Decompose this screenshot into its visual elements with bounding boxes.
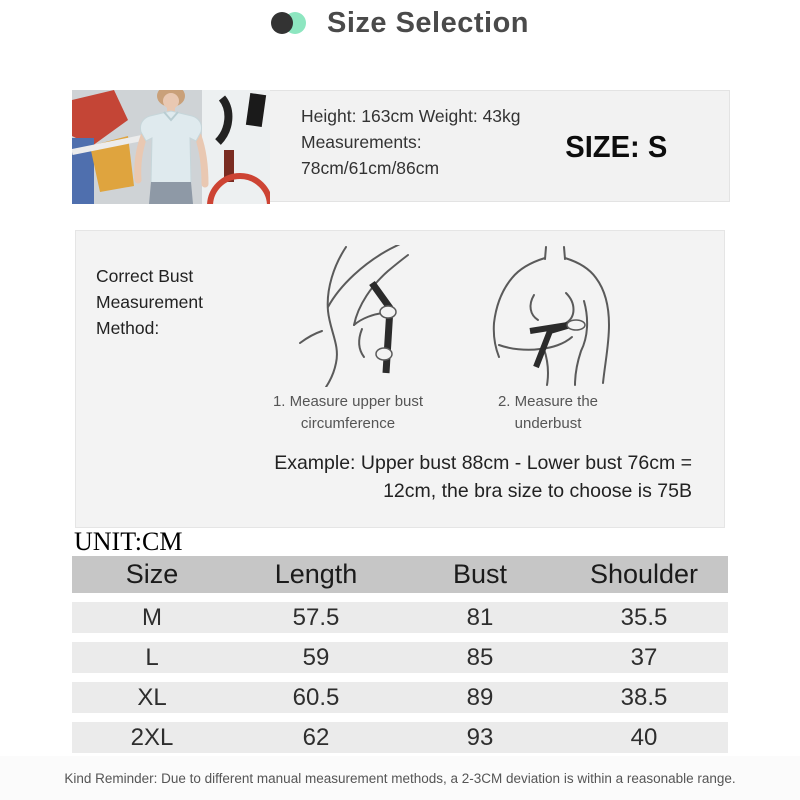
table-row <box>72 682 728 713</box>
caption-underbust: 2. Measure the underbust <box>497 393 599 432</box>
cell-length: 57.5 <box>292 603 340 631</box>
model-info <box>301 103 521 181</box>
model-info-line3: 78cm/61cm/86cm <box>301 158 440 178</box>
cell-size: XL <box>137 683 167 711</box>
cell-length: 59 <box>302 643 330 671</box>
measurement-heading: Correct Bust Measurement Method: <box>96 266 203 338</box>
reminder-text: Kind Reminder: Due to different manual measurement methods, a 2-3CM deviation is within a reasonable range. <box>64 770 736 786</box>
cell-size: M <box>142 603 162 631</box>
cell-shoulder: 40 <box>630 723 658 751</box>
measurement-card <box>75 230 725 528</box>
cell-shoulder: 37 <box>630 643 658 671</box>
table-row <box>72 722 728 753</box>
caption-upper-bust: 1. Measure upper bust circumference <box>272 393 424 432</box>
header-cell-bust: Bust <box>452 559 508 589</box>
title-dots-icon <box>271 12 307 34</box>
cell-bust: 93 <box>466 723 494 751</box>
title-row <box>0 4 800 42</box>
cell-size: L <box>145 643 159 671</box>
header-cell-size: Size <box>125 559 179 589</box>
cell-shoulder: 38.5 <box>620 683 668 711</box>
measurement-example <box>172 449 692 505</box>
table-row <box>72 642 728 673</box>
table-header-row <box>72 556 728 593</box>
cell-bust: 89 <box>466 683 494 711</box>
page-title: Size Selection <box>326 6 529 39</box>
model-info-line2: Measurements: <box>301 132 422 152</box>
dark-dot-icon <box>271 12 293 34</box>
cell-shoulder: 35.5 <box>620 603 668 631</box>
model-card <box>72 90 730 202</box>
header-cell-shoulder: Shoulder <box>589 559 699 589</box>
underbust-measure-illustration-icon <box>476 245 631 387</box>
cell-bust: 81 <box>466 603 494 631</box>
example-line1: Example: Upper bust 88cm - Lower bust 76cm = <box>274 452 692 474</box>
unit-label: UNIT:CM <box>74 527 183 556</box>
cell-bust: 85 <box>466 643 494 671</box>
upper-bust-measure-illustration-icon <box>288 245 433 387</box>
model-info-line1: Height: 163cm Weight: 43kg <box>301 106 521 126</box>
model-photo <box>72 90 270 204</box>
cell-length: 62 <box>302 723 330 751</box>
reminder-bar <box>0 756 800 800</box>
model-photo-illustration-icon <box>72 90 270 204</box>
header-cell-length: Length <box>274 559 358 589</box>
cell-size: 2XL <box>130 723 174 751</box>
table-row <box>72 602 728 633</box>
example-line2: 12cm, the bra size to choose is 75B <box>383 480 692 502</box>
size-table <box>72 556 728 753</box>
model-size-label: SIZE: S <box>565 129 668 164</box>
cell-length: 60.5 <box>292 683 340 711</box>
